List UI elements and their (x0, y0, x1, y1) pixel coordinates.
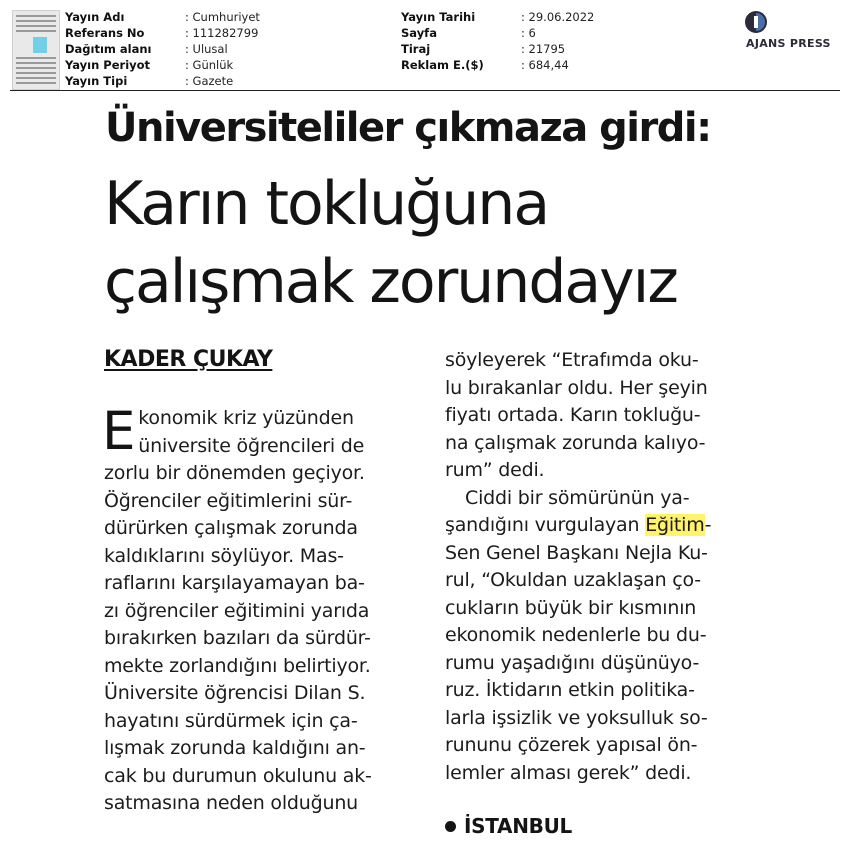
headline-line: çalışmak zorundayız (104, 247, 677, 317)
text-fragment: şandığını vurgulayan (445, 514, 646, 536)
meta-row: Yayın Tarihi : 29.06.2022 (401, 10, 595, 24)
text-line: satmasına neden olduğunu (104, 792, 359, 814)
meta-row: Yayın Tipi : Gazete (65, 74, 234, 88)
article-column-2 (445, 347, 755, 787)
drop-cap: E (102, 401, 136, 462)
text-line: üniversite öğrencileri de (138, 434, 365, 457)
text-line: rumu yaşadığını düşünüyo- (445, 651, 700, 674)
meta-row: Yayın Adı : Cumhuriyet (65, 10, 260, 24)
text-line: rununu çözerek yapısal ön- (445, 734, 698, 756)
text-line: Öğrenciler eğitimlerini sür- (104, 489, 353, 512)
publication-metadata-left (65, 9, 260, 89)
meta-row: Sayfa : 6 (401, 26, 536, 40)
meta-row: Yayın Periyot : Günlük (65, 58, 234, 72)
text-line: dürürken çalışmak zorunda (104, 517, 358, 539)
text-line: larla işsizlik ve yoksulluk so- (445, 706, 708, 729)
logo-text: AJANS PRESS (746, 37, 831, 50)
headline-line: Karın tokluğuna (104, 169, 549, 239)
text-line: kaldıklarını söylüyor. Mas- (104, 544, 344, 567)
city-name: İSTANBUL (464, 814, 572, 838)
text-line: na çalışmak zorunda kalıyo- (445, 431, 706, 454)
meta-row: Dağıtım alanı : Ulusal (65, 42, 228, 56)
highlighted-term: Eğitim (645, 514, 705, 536)
text-line: bırakırken bazıları da sürdür- (104, 627, 371, 649)
ajans-press-logo-icon (744, 10, 768, 34)
article-headline (104, 165, 784, 321)
text-line: söyleyerek “Etrafımda oku- (445, 349, 699, 371)
text-line: konomik kriz yüzünden (138, 407, 354, 429)
text-line (445, 512, 755, 540)
page-thumbnail (12, 10, 60, 90)
article-kicker: Üniversiteliler çıkmaza girdi: (105, 105, 711, 151)
text-line: lu bırakanlar oldu. Her şeyin (445, 376, 708, 399)
text-line: cukların büyük bir kısmının (445, 596, 697, 619)
text-line: hayatını sürdürmek için ça- (104, 709, 358, 732)
bullet-icon (445, 821, 456, 832)
article-byline: KADER ÇUKAY (104, 347, 273, 372)
article-column-1 (102, 401, 404, 818)
meta-row: Referans No : 111282799 (65, 26, 259, 40)
publication-metadata-right (401, 9, 594, 73)
text-line: Sen Genel Başkanı Nejla Ku- (445, 541, 708, 564)
text-line: Üniversite öğrencisi Dilan S. (104, 682, 366, 704)
meta-row: Reklam E.($) : 684,44 (401, 58, 569, 72)
text-fragment: - (704, 514, 712, 536)
text-line: lışmak zorunda kaldığını an- (104, 737, 366, 759)
text-line: rul, “Okuldan uzaklaşan ço- (445, 569, 701, 591)
text-line: zı öğrenciler eğitimini yarıda (104, 599, 370, 622)
dateline-city (445, 814, 572, 838)
ajans-press-logo (744, 10, 840, 50)
text-line: ekonomik nedenlerle bu du- (445, 624, 707, 646)
meta-row: Tiraj : 21795 (401, 42, 566, 56)
text-line: raflarını karşılayamayan ba- (104, 572, 365, 594)
text-line: mekte zorlandığını belirtiyor. (104, 654, 371, 677)
text-line: rum” dedi. (445, 459, 545, 481)
text-line: ruz. İktidarın etkin politika- (445, 679, 695, 701)
text-line: lemler alması gerek” dedi. (445, 761, 692, 784)
header-divider (10, 90, 840, 91)
text-line: zorlu bir dönemden geçiyor. (104, 462, 365, 484)
text-line: cak bu durumun okulunu ak- (104, 764, 372, 787)
text-line: Ciddi bir sömürünün ya- (465, 486, 690, 509)
text-line: fiyatı ortada. Karın tokluğu- (445, 404, 701, 426)
